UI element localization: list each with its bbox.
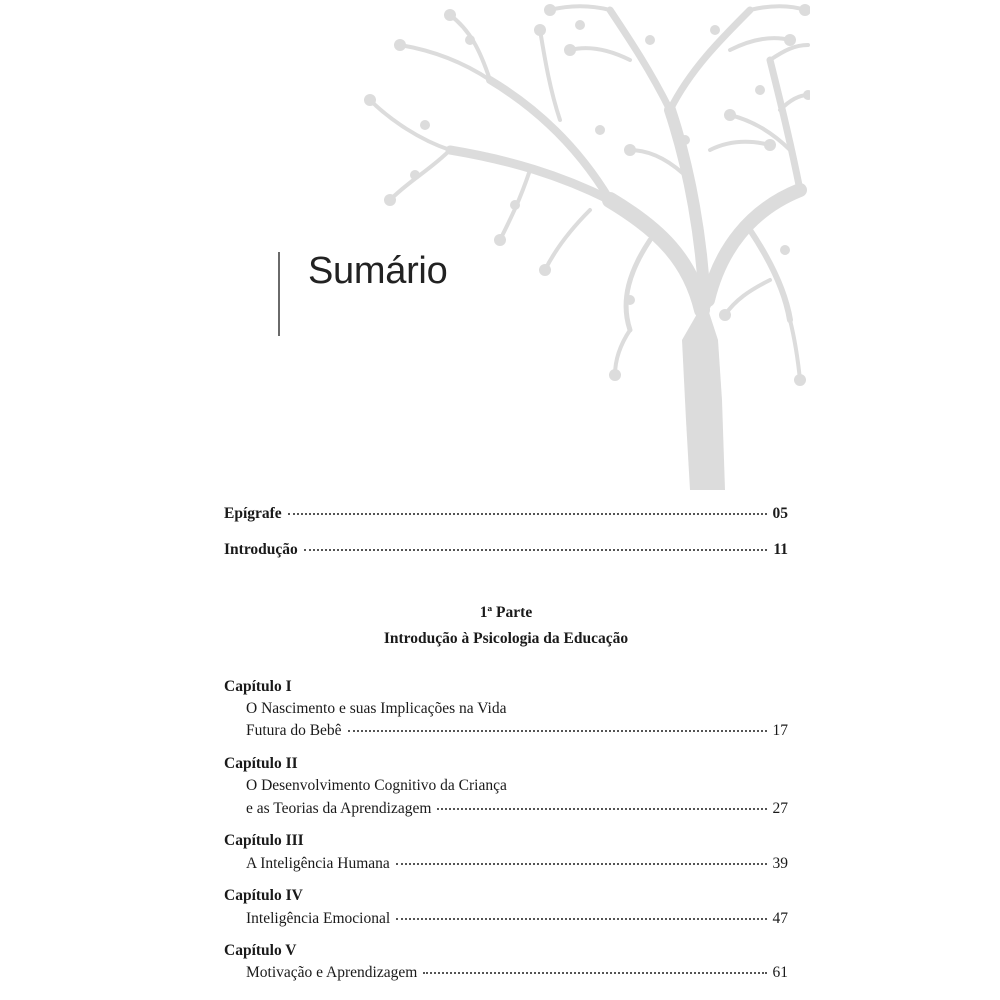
toc-entry-chapter-5[interactable] (246, 964, 788, 982)
leader-dots (304, 549, 768, 551)
chapter-heading: Capítulo III (224, 832, 304, 849)
toc-entry-epigrafe[interactable] (224, 505, 788, 523)
toc-entry-label: Epígrafe (224, 505, 282, 522)
leader-dots (423, 972, 766, 974)
toc-entry-page: 27 (772, 800, 788, 817)
title-rule (278, 252, 280, 336)
toc-entry-introducao[interactable] (224, 541, 788, 559)
leader-dots (288, 513, 767, 515)
leader-dots (396, 918, 766, 920)
leader-dots (437, 808, 766, 810)
leader-dots (348, 730, 767, 732)
toc-entry-chapter-3[interactable] (246, 855, 788, 873)
toc-entry-page: 11 (773, 541, 788, 558)
toc-entry-label: Introdução (224, 541, 298, 558)
toc-entry-chapter-4[interactable] (246, 910, 788, 928)
toc-entry-chapter-2[interactable] (246, 800, 788, 818)
chapter-title-line: O Nascimento e suas Implicações na Vida (246, 700, 507, 717)
toc-entry-chapter-1[interactable] (246, 722, 788, 740)
chapter-title-line: O Desenvolvimento Cognitivo da Criança (246, 777, 507, 794)
toc-entry-page: 17 (772, 722, 788, 739)
chapter-title-line: Futura do Bebê (246, 722, 342, 739)
part-name: Introdução à Psicologia da Educação (383, 630, 629, 647)
chapter-heading: Capítulo I (224, 678, 292, 695)
page-title: Sumário (308, 250, 448, 292)
chapter-heading: Capítulo IV (224, 887, 303, 904)
toc-entry-page: 39 (772, 855, 788, 872)
chapter-title-line: Motivação e Aprendizagem (246, 964, 418, 981)
toc-entry-page: 05 (772, 505, 788, 522)
part-number: 1ª Parte (479, 604, 533, 621)
chapter-heading: Capítulo V (224, 942, 297, 959)
chapter-title-line: A Inteligência Humana (246, 855, 390, 872)
chapter-title-line: Inteligência Emocional (246, 910, 391, 927)
toc-entry-page: 61 (772, 964, 788, 981)
chapter-title-line: e as Teorias da Aprendizagem (246, 800, 432, 817)
toc-entry-page: 47 (772, 910, 788, 927)
chapter-heading: Capítulo II (224, 755, 298, 772)
tree-illustration-icon (330, 0, 810, 490)
leader-dots (396, 863, 767, 865)
